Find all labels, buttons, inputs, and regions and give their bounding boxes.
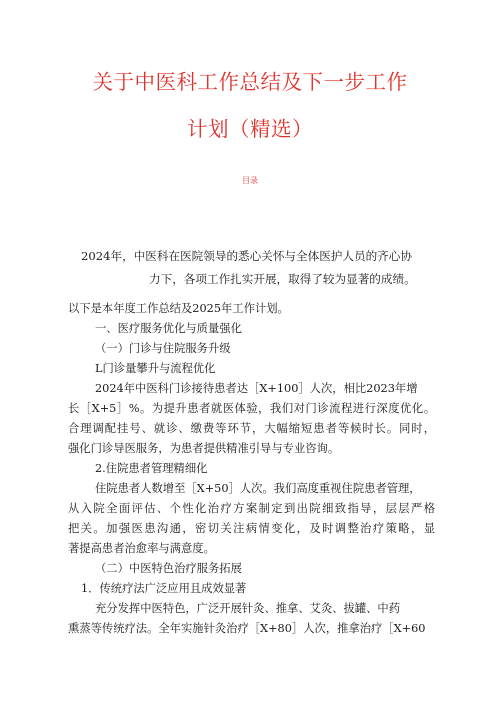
paragraph-line: 住院患者人数增至［X+50］人次。我们高度重视住院患者管理， [95,482,421,495]
paragraph-line: 2024年中医科门诊接待患者达［X+100］人次，相比2023年增 [95,382,418,395]
paragraph-line: 熏蒸等传统疗法。全年实施针灸治疗［X+80］人次，推拿治疗［X+60 [68,622,426,635]
paragraph-line: 从入院全面评估、个性化治疗方案制定到出院细致指导，层层严格 [68,502,435,515]
paragraph-line: 合理调配挂号、就诊、缴费等环节，大幅缩短患者等候时长。同时， [68,422,435,435]
item-heading-1: L门诊量攀升与流程优化 [95,362,216,375]
intro-line-1: 2024年，中医科在医院领导的悉心关怀与全体医护人员的齐心协 [81,249,412,263]
section-heading-1: 一、医疗服务优化与质量强化 [95,322,242,335]
paragraph-line: 强化门诊导医服务，为患者提供精准引导与专业咨询。 [68,442,340,455]
paragraph-line: 充分发挥中医特色，广泛开展针灸、推拿、艾灸、拔罐、中药 [95,602,401,615]
item-heading-3: 1．传统疗法广泛应用且成效显著 [81,582,247,595]
intro-line-2: 力下，各项工作扎实开展，取得了较为显著的成绩。 [149,272,416,286]
item-heading-2: 2.住院患者管理精细化 [95,462,208,475]
document-title-line-1: 关于中医科工作总结及下一步工作 [92,70,408,94]
toc-label[interactable]: 目录 [242,176,258,185]
paragraph-line: 把关。加强医患沟通，密切关注病情变化，及时调整治疗策略，显 [68,522,435,535]
subsection-heading-2: （二）中医特色治疗服务拓展 [95,562,242,575]
paragraph-line: 著提高患者治愈率与满意度。 [68,542,215,555]
document-title-line-2: 计划（精选） [187,117,313,141]
intro-line-3: 以下是本年度工作总结及2025年工作计划。 [68,302,289,315]
paragraph-line: 长［X+5］%。为提升患者就医体验，我们对门诊流程进行深度优化。 [68,402,435,415]
subsection-heading-1: （一）门诊与住院服务升级 [95,342,231,355]
